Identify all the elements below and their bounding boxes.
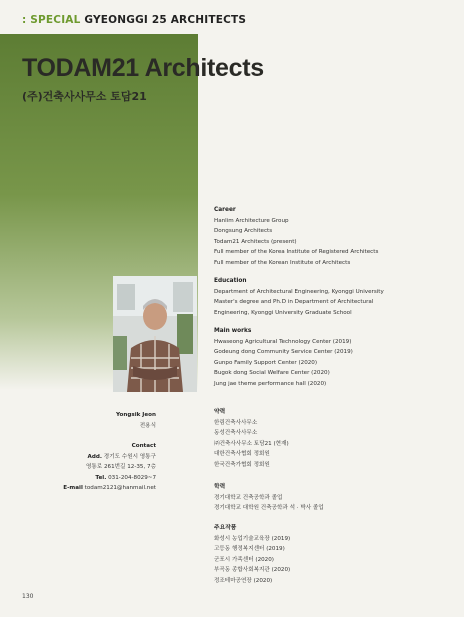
tel-value: 031-204-8029~7 (108, 474, 156, 481)
page-title: TODAM21 Architects (22, 54, 264, 82)
contact-heading: Contact (131, 443, 156, 449)
list-item: Gunpo Family Support Center (2020) (214, 359, 318, 366)
contact-info (63, 441, 156, 494)
list-item: Dongsung Architects (214, 228, 273, 234)
education-heading: Education (214, 278, 247, 284)
address-label: Add. (87, 453, 103, 460)
list-item: 경기대학교 건축공학과 졸업 (214, 494, 283, 501)
list-item: Hwaseong Agricultural Technology Center (2019) (214, 338, 352, 345)
section-header (22, 14, 246, 26)
education-kr-heading: 학력 (214, 484, 226, 490)
list-item: 정조테마공연장 (2020) (214, 577, 273, 584)
list-item: 동성건축사사무소 (214, 430, 258, 436)
list-item: Full member of the Korea Institute of Registered Architects (214, 249, 379, 255)
education-kr-section (214, 482, 324, 514)
list-item: 고등동 행정복지센터 (2019) (214, 546, 285, 552)
list-item: Department of Architectural Engineering, Kyonggi University (214, 288, 384, 295)
header-accent: : SPECIAL (22, 14, 81, 26)
career-heading: Career (214, 207, 236, 213)
list-item: Engineering, Kyonggi University Graduate School (214, 309, 352, 316)
career-kr-heading: 약력 (214, 409, 226, 415)
tel-label: Tel. (95, 474, 107, 481)
email-label: E-mail (63, 485, 83, 491)
list-item: 화성시 농업기술교육장 (2019) (214, 535, 291, 542)
person-name: Yongsik Jeon (116, 412, 156, 418)
works-section (214, 326, 353, 389)
list-item: 한림건축사사무소 (214, 419, 258, 426)
list-item: 한국건축가협회 정회원 (214, 461, 270, 468)
page-number: 130 (22, 593, 34, 600)
architect-portrait (113, 276, 197, 392)
education-section (214, 276, 384, 318)
works-kr-heading: 주요작품 (214, 525, 237, 531)
list-item: ㈜건축사사무소 토담21 (현재) (214, 440, 289, 447)
list-item: Bugok dong Social Welfare Center (2020) (214, 370, 330, 376)
career-kr-section (214, 407, 289, 470)
works-heading: Main works (214, 328, 252, 334)
email-link[interactable]: todam2121@hanmail.net (84, 485, 156, 491)
works-kr-section (214, 523, 290, 586)
page-subtitle: (주)건축사사무소 토담21 (22, 90, 147, 103)
career-section (214, 205, 378, 268)
list-item: 대한건축사협회 정회원 (214, 451, 270, 457)
list-item: Todam21 Architects (present) (214, 238, 297, 245)
list-item: 군포시 가족센터 (2020) (214, 556, 274, 563)
address-line-1: 경기도 수원시 영통구 (103, 453, 156, 460)
list-item: Godeung dong Community Service Center (2019) (214, 349, 353, 355)
address-line-2: 영통로 261번길 12-35, 7층 (85, 464, 156, 470)
list-item: 부곡동 종합사회복지관 (2020) (214, 567, 291, 573)
list-item: 경기대학교 대학원 건축공학과 석 · 박사 졸업 (214, 505, 324, 511)
person-name-kr: 전용식 (139, 422, 156, 429)
header-title: GYEONGGI 25 ARCHITECTS (84, 14, 247, 26)
list-item: Full member of the Korean Institute of Architects (214, 259, 351, 266)
list-item: Hanlim Architecture Group (214, 217, 289, 224)
list-item: Master's degree and Ph.D in Department of Architectural (214, 299, 374, 305)
list-item: Jung jae theme performance hall (2020) (214, 380, 327, 387)
person-info (116, 410, 156, 431)
